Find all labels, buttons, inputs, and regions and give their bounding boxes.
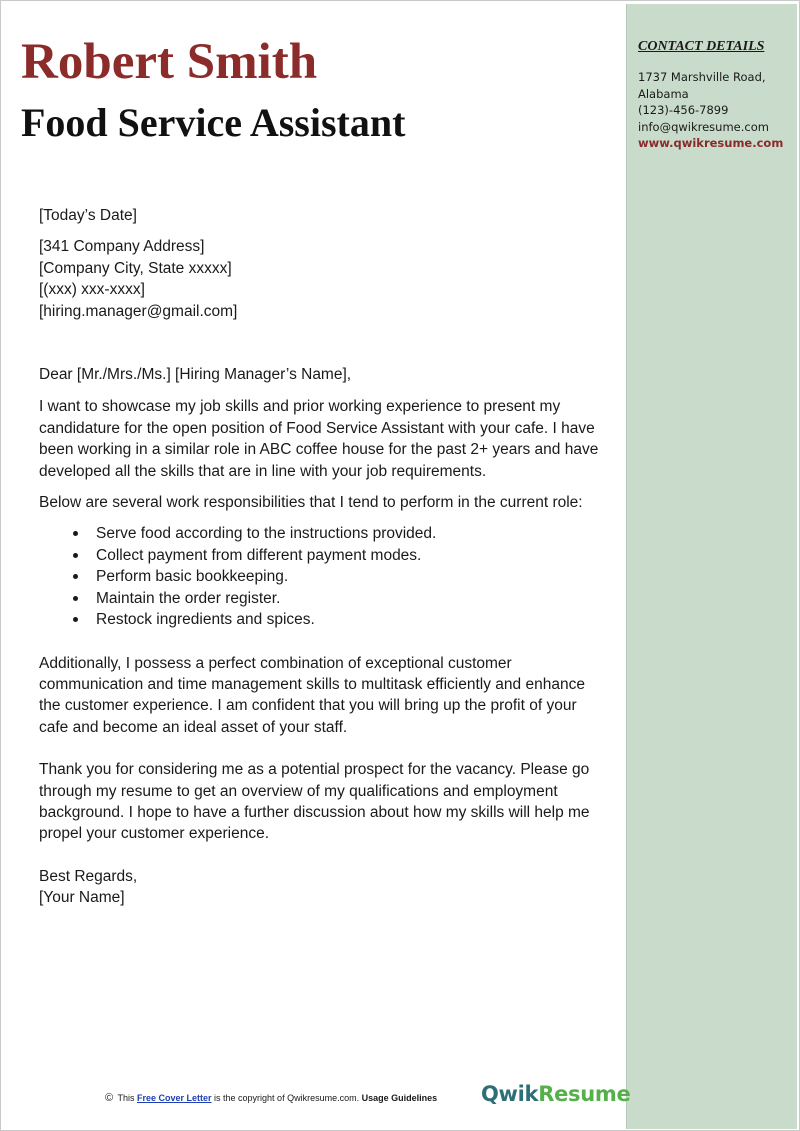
paragraph-skills: Additionally, I possess a perfect combination of exceptional customer communication and time management skills to multitask efficiently and enhance the customer experience. I am confident that you will bring up the profit of your cafe and become an ideal asset of your staff.: [39, 654, 585, 736]
usage-guidelines-link[interactable]: Usage Guidelines: [361, 1093, 438, 1103]
recipient-address: [39, 236, 599, 322]
candidate-name: Robert Smith: [21, 34, 318, 90]
paragraph-intro: I want to showcase my job skills and prior working experience to present my candidature for the open position of Food Service Assistant with your cafe. I have been working in a similar role in ABC coffee house for the past 2+ years and have developed all the skills that are in line with your job requirements.: [39, 398, 599, 480]
logo-qwik: Qwik: [481, 1082, 539, 1106]
contact-heading: CONTACT DETAILS: [638, 39, 765, 54]
list-item: Maintain the order register.: [72, 588, 599, 609]
list-item: Restock ingredients and spices.: [72, 609, 599, 630]
closing: Best Regards,: [39, 867, 138, 885]
contact-website[interactable]: www.qwikresume.com: [638, 136, 784, 150]
list-item: Serve food according to the instructions provided.: [72, 523, 599, 544]
contact-address-line1: 1737 Marshville Road,: [638, 70, 766, 84]
responsibilities-list: [39, 523, 599, 630]
contact-address-line2: Alabama: [638, 86, 689, 101]
copyright-icon: ©: [105, 1092, 114, 1104]
footer-copyright: [105, 1092, 437, 1104]
recipient-line: [hiring.manager@gmail.com]: [39, 302, 238, 320]
contact-phone: (123)-456-7899: [638, 103, 729, 117]
contact-details: [638, 69, 793, 152]
logo-resume: Resume: [538, 1082, 631, 1106]
list-item: Collect payment from different payment modes.: [72, 545, 599, 566]
salutation: Dear [Mr./Mrs./Ms.] [Hiring Manager’s Name],: [39, 366, 352, 384]
contact-sidebar: [626, 4, 797, 1129]
recipient-line: [(xxx) xxx-xxxx]: [39, 281, 145, 299]
footer-prefix: This: [117, 1093, 135, 1103]
job-title: Food Service Assistant: [21, 100, 406, 145]
free-cover-letter-link[interactable]: Free Cover Letter: [136, 1093, 212, 1103]
signature: [Your Name]: [39, 889, 125, 907]
letter-body: [39, 205, 599, 909]
paragraph-responsibilities: Below are several work responsibilities that I tend to perform in the current role:: [39, 494, 583, 512]
letter-date: [Today’s Date]: [39, 207, 137, 224]
paragraph-thanks: Thank you for considering me as a potential prospect for the vacancy. Please go through my resume to get an overview of my qualifications and employment background. I hope to have a further discussion about how my skills will help me propel your customer experience.: [39, 761, 590, 843]
contact-email: info@qwikresume.com: [638, 119, 769, 134]
qwikresume-logo[interactable]: [481, 1082, 630, 1106]
list-item: Perform basic bookkeeping.: [72, 566, 599, 587]
footer-middle: is the copyright of Qwikresume.com.: [214, 1093, 360, 1103]
recipient-line: [Company City, State xxxxx]: [39, 259, 232, 277]
recipient-line: [341 Company Address]: [39, 238, 205, 256]
